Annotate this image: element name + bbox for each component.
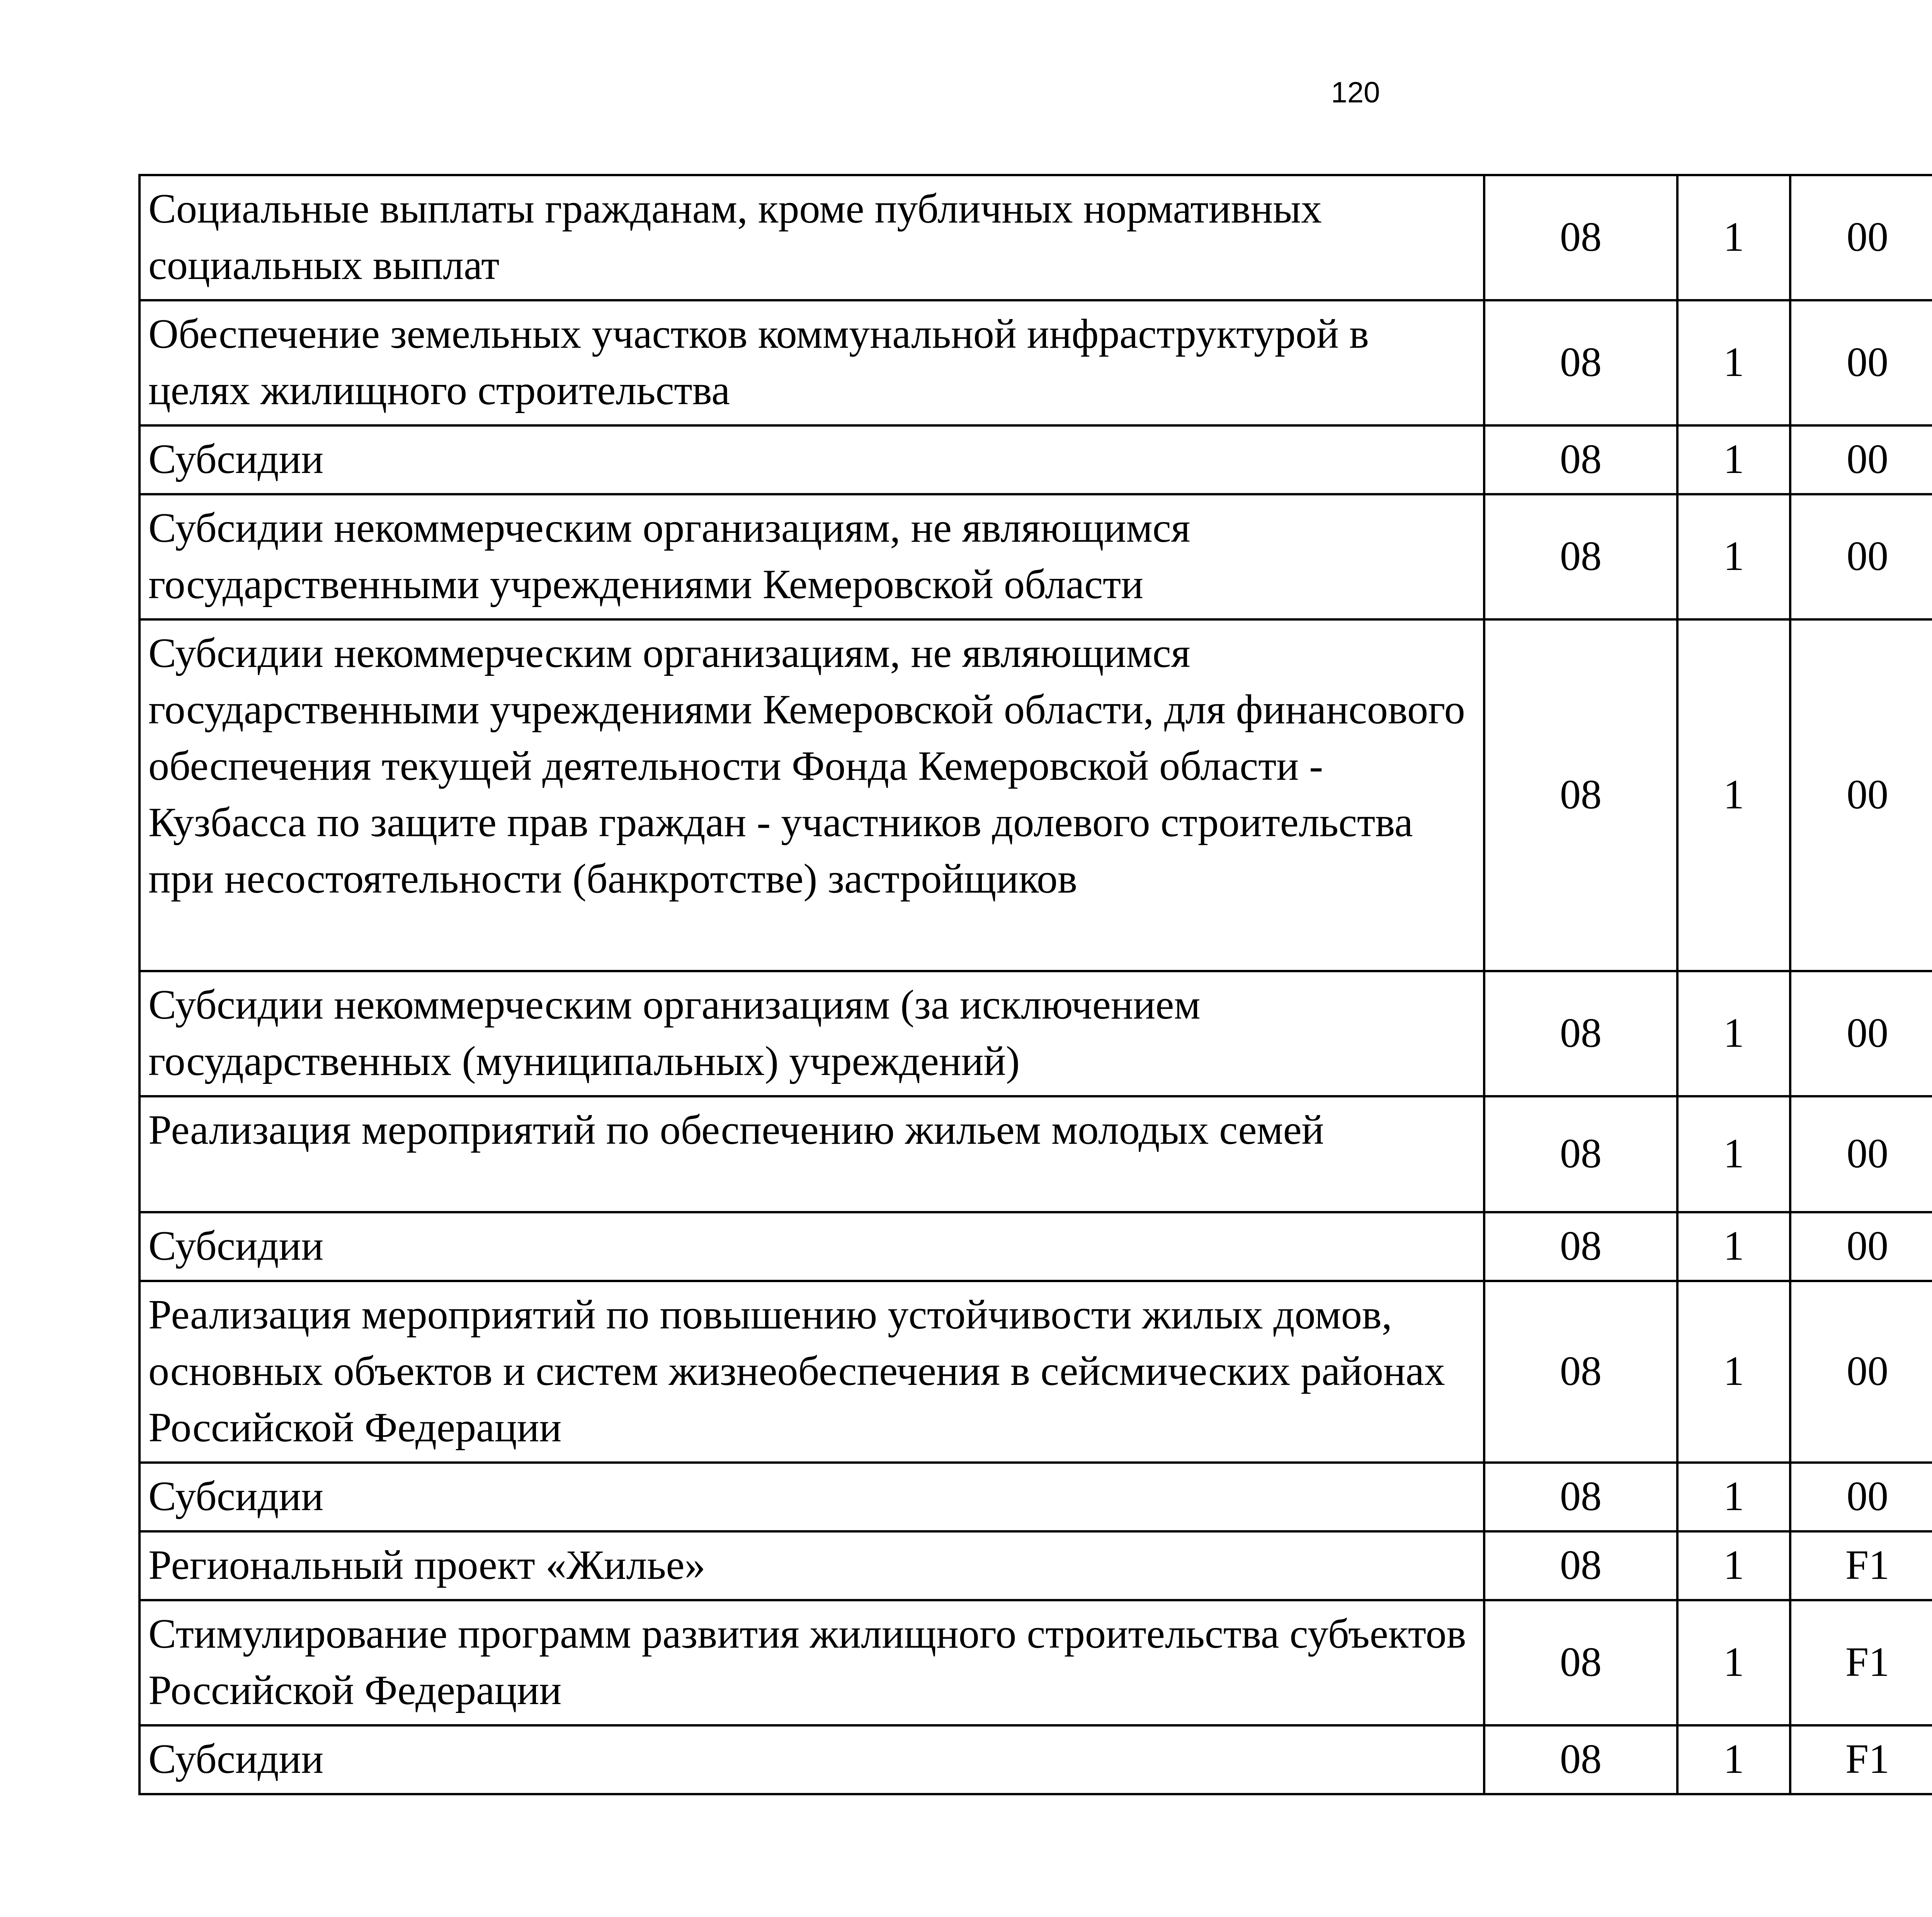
table-row bbox=[139, 1531, 1932, 1600]
row-name: Реализация мероприятий по повышению устойчивости жилых домов, основных объектов и систем жизнеобеспечения в сейсмических районах Российской Федерации bbox=[139, 1281, 1484, 1463]
row-name: Субсидии bbox=[139, 1463, 1484, 1531]
row-subsection: 1 bbox=[1677, 494, 1790, 619]
row-section: 08 bbox=[1484, 971, 1677, 1096]
row-subsection: 1 bbox=[1677, 1463, 1790, 1531]
row-name: Стимулирование программ развития жилищного строительства субъектов Российской Федерации bbox=[139, 1600, 1484, 1725]
row-name: Субсидии bbox=[139, 425, 1484, 494]
row-section: 08 bbox=[1484, 425, 1677, 494]
row-name: Региональный проект «Жилье» bbox=[139, 1531, 1484, 1600]
row-subsection: 1 bbox=[1677, 1212, 1790, 1281]
row-subsection: 1 bbox=[1677, 1281, 1790, 1463]
table-row bbox=[139, 1096, 1932, 1212]
row-program: 00 bbox=[1790, 300, 1932, 425]
row-program: 00 bbox=[1790, 1281, 1932, 1463]
row-name: Субсидии bbox=[139, 1725, 1484, 1794]
row-name: Социальные выплаты гражданам, кроме публичных нормативных социальных выплат bbox=[139, 175, 1484, 300]
row-name: Субсидии bbox=[139, 1212, 1484, 1281]
row-program: 00 bbox=[1790, 971, 1932, 1096]
table-row bbox=[139, 1600, 1932, 1725]
table-body bbox=[139, 175, 1932, 1794]
row-program: 00 bbox=[1790, 494, 1932, 619]
row-section: 08 bbox=[1484, 175, 1677, 300]
row-section: 08 bbox=[1484, 1281, 1677, 1463]
row-section: 08 bbox=[1484, 619, 1677, 971]
row-program: 00 bbox=[1790, 1096, 1932, 1212]
row-subsection: 1 bbox=[1677, 971, 1790, 1096]
table-row bbox=[139, 300, 1932, 425]
page-number: 120 bbox=[1331, 76, 1380, 109]
row-section: 08 bbox=[1484, 1463, 1677, 1531]
table-row bbox=[139, 1463, 1932, 1531]
table-row bbox=[139, 425, 1932, 494]
row-program: 00 bbox=[1790, 619, 1932, 971]
row-name: Субсидии некоммерческим организациям, не являющимся государственными учреждениями Кемеровской области, для финансового обеспечения текущей деятельности Фонда Кемеровской области - Кузбасса по защите прав граждан - участников долевого строительства при несостоятельности (банкротстве) застройщиков bbox=[139, 619, 1484, 971]
table-row bbox=[139, 619, 1932, 971]
row-program: F1 bbox=[1790, 1531, 1932, 1600]
table-row bbox=[139, 494, 1932, 619]
row-subsection: 1 bbox=[1677, 425, 1790, 494]
row-name: Обеспечение земельных участков коммунальной инфраструктурой в целях жилищного строительства bbox=[139, 300, 1484, 425]
budget-table bbox=[138, 174, 1932, 1795]
row-section: 08 bbox=[1484, 494, 1677, 619]
row-section: 08 bbox=[1484, 1212, 1677, 1281]
row-name: Реализация мероприятий по обеспечению жильем молодых семей bbox=[139, 1096, 1484, 1212]
table-row bbox=[139, 1281, 1932, 1463]
row-program: F1 bbox=[1790, 1725, 1932, 1794]
table-row bbox=[139, 175, 1932, 300]
row-section: 08 bbox=[1484, 1096, 1677, 1212]
row-section: 08 bbox=[1484, 1600, 1677, 1725]
row-subsection: 1 bbox=[1677, 1725, 1790, 1794]
row-section: 08 bbox=[1484, 300, 1677, 425]
row-name: Субсидии некоммерческим организациям (за исключением государственных (муниципальных) учреждений) bbox=[139, 971, 1484, 1096]
table-row bbox=[139, 1725, 1932, 1794]
row-program: 00 bbox=[1790, 1212, 1932, 1281]
row-subsection: 1 bbox=[1677, 1531, 1790, 1600]
table-row bbox=[139, 1212, 1932, 1281]
row-section: 08 bbox=[1484, 1531, 1677, 1600]
row-section: 08 bbox=[1484, 1725, 1677, 1794]
row-program: F1 bbox=[1790, 1600, 1932, 1725]
row-program: 00 bbox=[1790, 1463, 1932, 1531]
row-subsection: 1 bbox=[1677, 619, 1790, 971]
row-subsection: 1 bbox=[1677, 300, 1790, 425]
row-subsection: 1 bbox=[1677, 175, 1790, 300]
row-subsection: 1 bbox=[1677, 1096, 1790, 1212]
row-program: 00 bbox=[1790, 175, 1932, 300]
table-row bbox=[139, 971, 1932, 1096]
row-subsection: 1 bbox=[1677, 1600, 1790, 1725]
row-program: 00 bbox=[1790, 425, 1932, 494]
row-name: Субсидии некоммерческим организациям, не являющимся государственными учреждениями Кемеровской области bbox=[139, 494, 1484, 619]
